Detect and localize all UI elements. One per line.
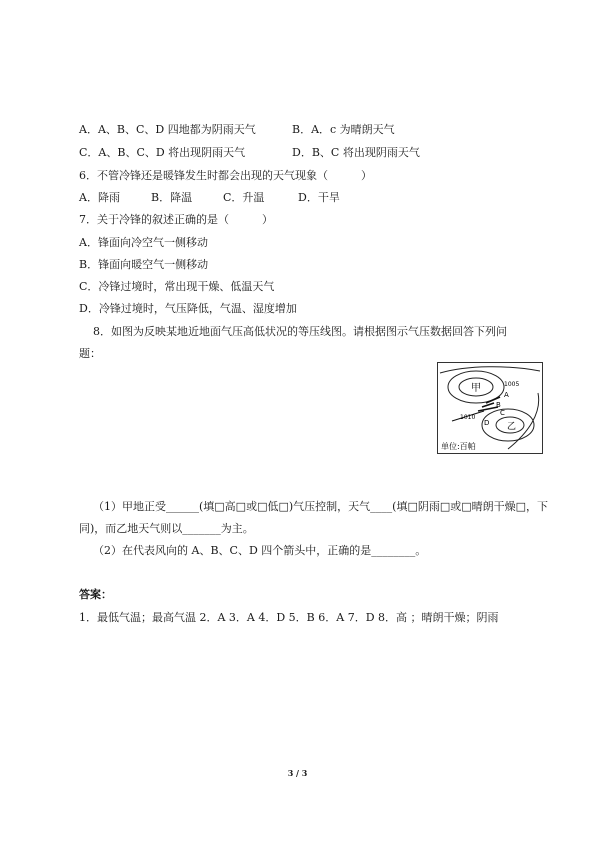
q6-option-c: C．升温	[223, 191, 265, 204]
q6-stem: 6．不管冷锋还是暖锋发生时都会出现的天气现象（ ）	[79, 169, 372, 182]
label-yi: 乙	[507, 422, 517, 432]
q5-option-a: A．A、B、C、D 四地都为阴雨天气	[79, 123, 256, 136]
label-1010: 1010	[460, 414, 476, 421]
q8-stem-line1: 8．如图为反映某地近地面气压高低状况的等压线图。请根据图示气压数据回答下列问	[93, 325, 507, 338]
q8-sub1-line1: （1）甲地正受______(填□高□或□低□)气压控制，天气____(填□阴雨□或□晴朗干燥□，下	[93, 500, 549, 513]
arrow-c	[478, 407, 498, 411]
label-jia: 甲	[471, 383, 481, 394]
q7-option-a: A．锋面向冷空气一侧移动	[79, 236, 208, 249]
label-unit: 单位:百帕	[441, 442, 476, 451]
q5-option-b: B．A．c 为晴朗天气	[292, 123, 395, 136]
label-arrow-a: A	[504, 391, 509, 399]
isobar-outer-top	[440, 367, 540, 373]
q7-stem: 7．关于冷锋的叙述正确的是（ ）	[79, 213, 273, 226]
q6-option-b: B．降温	[151, 191, 193, 204]
q6-option-a: A．降雨	[79, 191, 120, 204]
answers-line1: 1．最低气温；最高气温 2．A 3．A 4．D 5．B 6．A 7．D 8．高 ；晴朗干燥；阴雨	[79, 611, 499, 624]
label-arrow-b: B	[496, 401, 501, 409]
isobar-map	[438, 363, 542, 453]
q7-option-c: C．冷锋过境时，常出现干燥、低温天气	[79, 280, 275, 293]
q8-stem-line2: 题：	[79, 347, 101, 360]
answers-heading: 答案：	[79, 588, 112, 601]
q7-option-d: D．冷锋过境时，气压降低，气温、湿度增加	[79, 302, 297, 315]
q6-option-d: D．干旱	[298, 191, 340, 204]
label-arrow-c: C	[500, 409, 505, 417]
q8-sub2: （2）在代表风向的 A、B、C、D 四个箭头中，正确的是________。	[93, 544, 427, 557]
q5-option-d: D．B、C 将出现阴雨天气	[292, 146, 420, 159]
q7-option-b: B．锋面向暖空气一侧移动	[79, 258, 209, 271]
isobar-figure	[437, 362, 543, 454]
q8-sub1-line2: 同)，而乙地天气则以_______为主。	[79, 522, 254, 535]
label-1005: 1005	[504, 381, 520, 388]
label-arrow-d: D	[484, 419, 490, 427]
page-number: 3 / 3	[287, 768, 308, 778]
q5-option-c: C．A、B、C、D 将出现阴雨天气	[79, 146, 246, 159]
arrow-b	[482, 403, 494, 407]
